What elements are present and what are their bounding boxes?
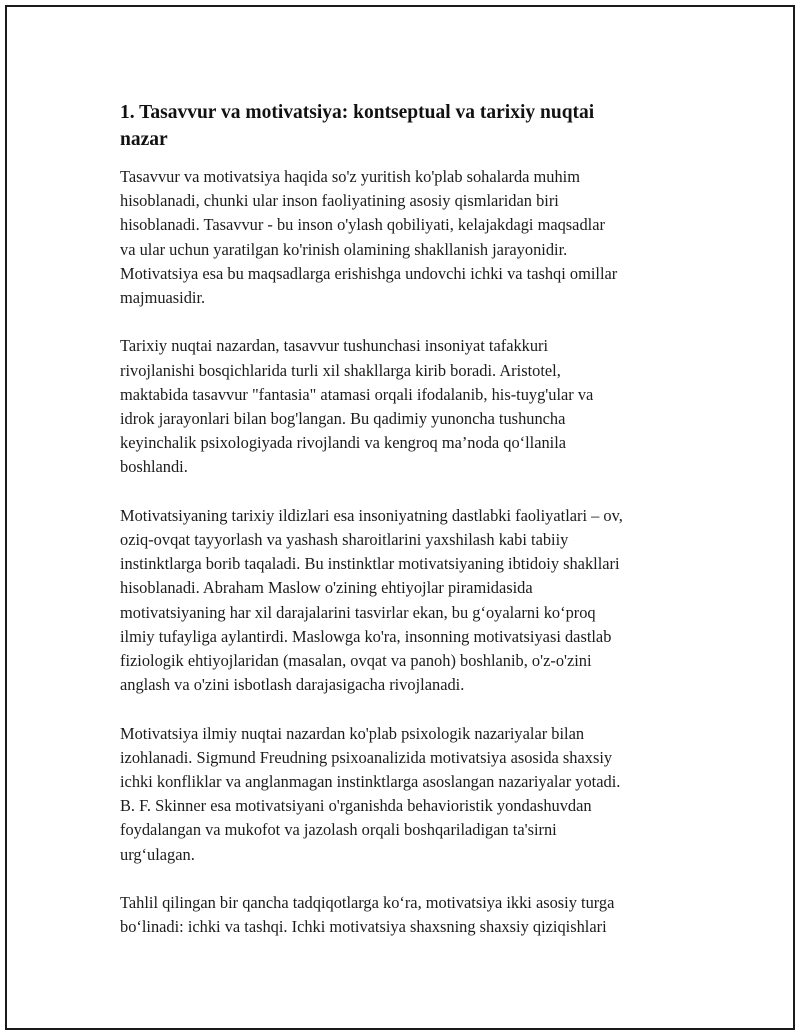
section-heading: 1. Tasavvur va motivatsiya: kontseptual va tarixiy nuqtai nazar: [120, 102, 595, 150]
paragraph-4: Motivatsiya ilmiy nuqtai nazardan ko'plab psixologik nazariyalar bilan izohlanadi. Sigmund Freudning psixoanalizida motivatsiya asosida shaxsiy ichki konfliklar va anglanmagan instinktlarga asoslangan nazariyalar yotadi. B. F. Skinner esa motivatsiyani o'rganishda behavioristik yondashuvdan foydalangan va mukofot va jazolash orqali boshqariladigan ta'sirni urg‘ulagan.: [120, 723, 621, 864]
paragraph-3: Motivatsiyaning tarixiy ildizlari esa insoniyatning dastlabki faoliyatlari – ov, oziq-ovqat tayyorlash va yashash sharoitlarini yaxshilash kabi tabiiy instinktlarga borib taqaladi. Bu instinktlar motivatsiyaning ibtidoiy shakllari hisoblanadi. Abraham Maslow o'zining ehtiyojlar piramidasida motivatsiyaning har xil darajalarini tasvirlar ekan, bu g‘oyalarni ko‘proq ilmiy tufayliga aylantirdi. Maslowga ko'ra, insonning motivatsiyasi dastlab fiziologik ehtiyojlaridan (masalan, ovqat va panoh) boshlanib, o'z-o'zini anglash va o'zini isbotlash darajasigacha rivojlanadi.: [120, 505, 623, 695]
paragraph-5: Tahlil qilingan bir qancha tadqiqotlarga ko‘ra, motivatsiya ikki asosiy turga bo‘linadi: ichki va tashqi. Ichki motivatsiya shaxsning shaxsiy qiziqishlari: [120, 893, 615, 937]
paragraph-1: Tasavvur va motivatsiya haqida so'z yuritish ko'plab sohalarda muhim hisoblanadi, chunki ular inson faoliyatining asosiy qismlaridan biri hisoblanadi. Tasavvur - bu inson o'ylash qobiliyati, kelajakdagi maqsadlar va ular uchun yaratilgan ko'rinish olamining shakllanish jarayonidir. Motivatsiya esa bu maqsadlarga erishishga undovchi ichki va tashqi omillar majmuasidir.: [120, 167, 618, 308]
page-frame: [5, 5, 795, 1030]
paragraph-2: Tarixiy nuqtai nazardan, tasavvur tushunchasi insoniyat tafakkuri rivojlanishi bosqichlarida turli xil shakllarga kirib boradi. Aristotel, maktabida tasavvur "fantasia" atamasi orqali ifodalanib, his-tuyg'ular va idrok jarayonlari bilan bog'langan. Bu qadimiy yunoncha tushuncha keyinchalik psixologiyada rivojlandi va kengroq ma’noda qo‘llanila boshlandi.: [120, 336, 594, 477]
document-body: [120, 99, 695, 964]
